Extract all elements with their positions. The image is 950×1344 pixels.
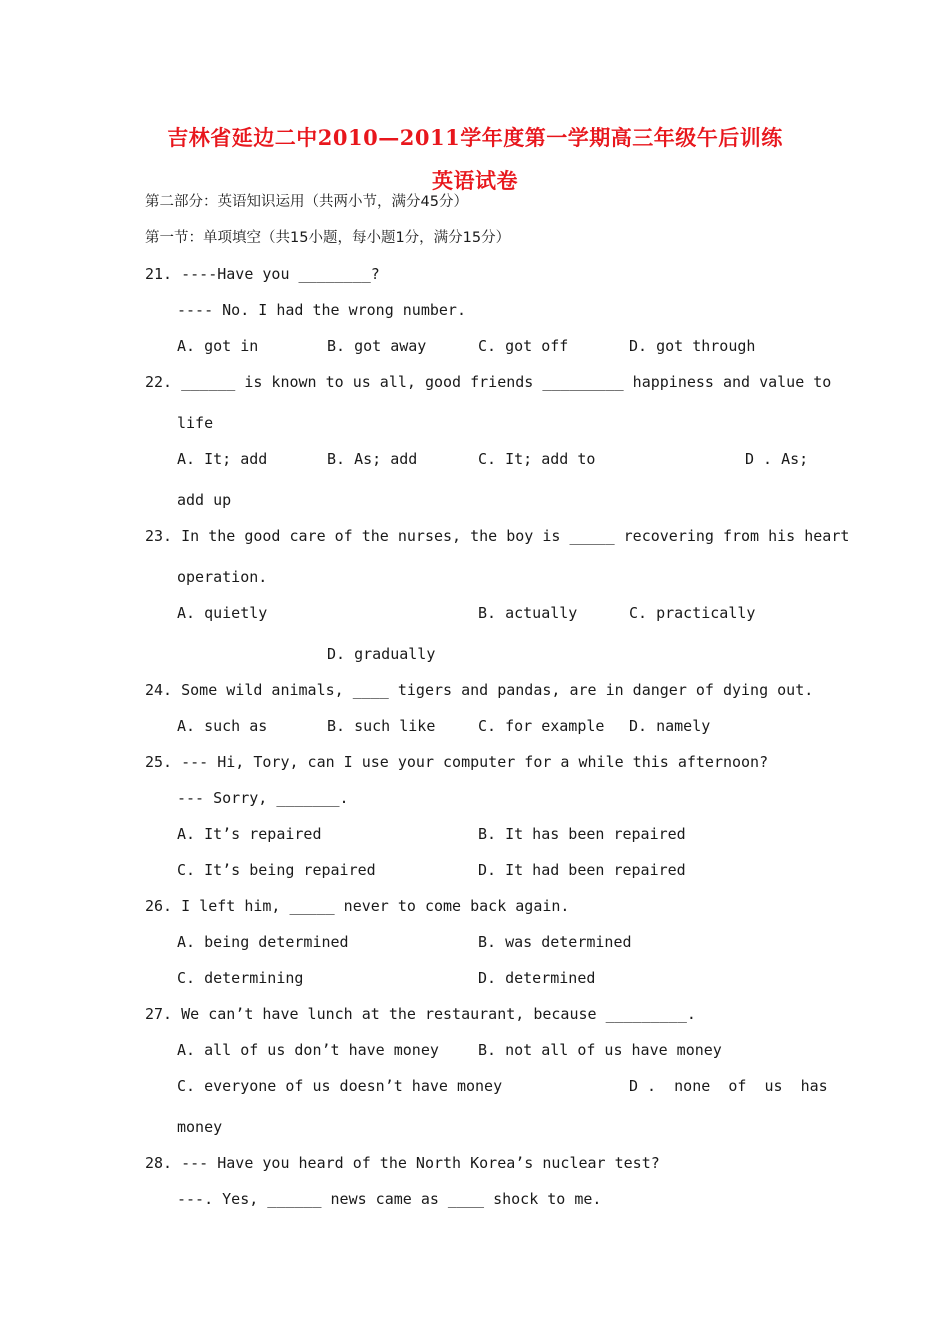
q22-option-d-cont: add up (177, 491, 232, 509)
q21-option-c: C. got off (478, 337, 569, 355)
q26-option-a: A. being determined (177, 933, 349, 951)
q21-option-a: A. got in (177, 337, 259, 355)
q27-stem: 27. We can’t have lunch at the restaurant, because _________. (145, 1005, 696, 1023)
q27-option-a: A. all of us don’t have money (177, 1041, 439, 1059)
q24-option-d: D. namely (629, 717, 711, 735)
q28-stem: 28. --- Have you heard of the North Korea’s nuclear test? (145, 1154, 660, 1172)
q27-option-b: B. not all of us have money (478, 1041, 722, 1059)
q25-stem: 25. --- Hi, Tory, can I use your computer for a while this afternoon? (145, 753, 769, 771)
q22-option-a: A. It; add (177, 450, 268, 468)
q21-option-d: D. got through (629, 337, 756, 355)
q26-option-c: C. determining (177, 969, 304, 987)
q27-option-d: D . none of us has (629, 1077, 828, 1095)
q23-stem: 23. In the good care of the nurses, the boy is _____ recovering from his heart (145, 527, 850, 545)
q22-option-c: C. It; add to (478, 450, 596, 468)
q22-option-d: D . As; (745, 450, 809, 468)
q26-option-d: D. determined (478, 969, 596, 987)
q23-stem-cont: operation. (177, 568, 268, 586)
q23-option-c: C. practically (629, 604, 756, 622)
q22-option-b: B. As; add (327, 450, 418, 468)
q21-stem: 21. ----Have you ________? (145, 265, 380, 283)
q26-stem: 26. I left him, _____ never to come back again. (145, 897, 570, 915)
q24-option-b: B. such like (327, 717, 436, 735)
q26-option-b: B. was determined (478, 933, 632, 951)
q24-stem: 24. Some wild animals, ____ tigers and pandas, are in danger of dying out. (145, 681, 814, 699)
q21-stem2: ---- No. I had the wrong number. (177, 301, 466, 319)
title-line-2: 英语试卷 (432, 168, 518, 193)
q22-stem: 22. ______ is known to us all, good friends _________ happiness and value to (145, 373, 832, 391)
q23-option-a: A. quietly (177, 604, 268, 622)
section-heading: 第一节：单项填空（共15小题，每小题1分，满分15分） (145, 230, 511, 246)
q25-option-d: D. It had been repaired (478, 861, 686, 879)
q23-option-b: B. actually (478, 604, 578, 622)
q25-option-b: B. It has been repaired (478, 825, 686, 843)
title-line-1: 吉林省延边二中2010—2011学年度第一学期高三年级午后训练 (167, 125, 783, 150)
q24-option-c: C. for example (478, 717, 605, 735)
q27-option-d-cont: money (177, 1118, 223, 1136)
q28-stem2: ---. Yes, ______ news came as ____ shock to me. (177, 1190, 602, 1208)
part-heading: 第二部分：英语知识运用（共两小节，满分45分） (145, 194, 468, 210)
q25-stem2: --- Sorry, _______. (177, 789, 349, 807)
q23-option-d: D. gradually (327, 645, 436, 663)
q22-stem-cont: life (177, 414, 214, 432)
q25-option-a: A. It’s repaired (177, 825, 322, 843)
q21-option-b: B. got away (327, 337, 427, 355)
q24-option-a: A. such as (177, 717, 268, 735)
q25-option-c: C. It’s being repaired (177, 861, 376, 879)
q27-option-c: C. everyone of us doesn’t have money (177, 1077, 503, 1095)
